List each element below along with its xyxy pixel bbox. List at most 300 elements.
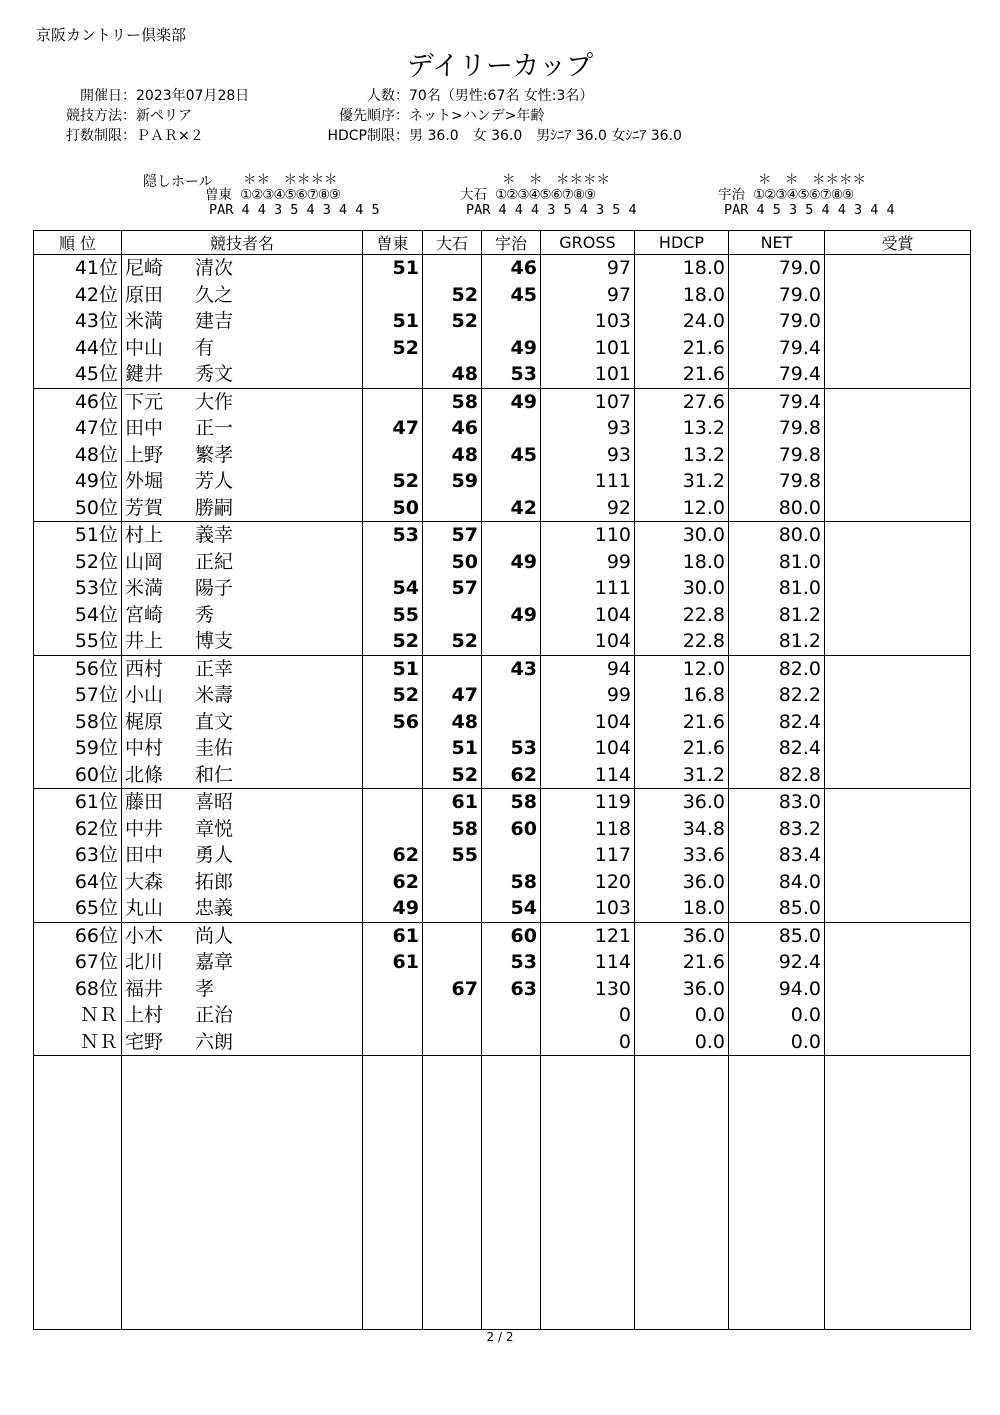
rank-cell: 62位 — [34, 816, 122, 843]
net-cell: 79.4 — [729, 388, 825, 415]
info-date: 開催日：2023年07月28日 — [80, 88, 250, 104]
c1-cell: 61 — [363, 949, 423, 976]
empty-cell — [423, 1056, 482, 1330]
last-name: 中村 — [125, 737, 164, 760]
empty-cell — [122, 1056, 363, 1330]
c1-cell — [363, 762, 423, 789]
last-name: 上村 — [125, 1004, 164, 1027]
rank-cell: 52位 — [34, 549, 122, 576]
rank-cell: 60位 — [34, 762, 122, 789]
player-name — [122, 789, 363, 816]
player-name — [122, 895, 363, 922]
net-cell: 82.4 — [729, 709, 825, 736]
c1-cell — [363, 816, 423, 843]
c1-cell: 56 — [363, 709, 423, 736]
net-cell: 79.4 — [729, 335, 825, 362]
rank-cell: 63位 — [34, 842, 122, 869]
award-cell — [825, 282, 971, 309]
table-row — [34, 442, 971, 469]
first-name: 直文 — [195, 710, 234, 733]
col-rank: 順 位 — [34, 231, 122, 255]
table-row — [34, 361, 971, 388]
award-cell — [825, 335, 971, 362]
gross-cell: 99 — [541, 549, 635, 576]
first-name: 正治 — [195, 1004, 234, 1027]
rank-cell: ＮＲ — [34, 1029, 122, 1056]
player-name — [122, 575, 363, 602]
hdcp-cell: 12.0 — [635, 655, 729, 682]
c2-cell: 47 — [423, 682, 482, 709]
last-name: 山岡 — [125, 550, 164, 573]
hdcp-cell: 12.0 — [635, 495, 729, 522]
last-name: 米満 — [125, 577, 164, 600]
last-name: 北條 — [125, 763, 164, 786]
hdcp-cell: 21.6 — [635, 949, 729, 976]
c3-cell: 60 — [482, 816, 541, 843]
first-name: 勇人 — [195, 844, 234, 867]
c2-cell — [423, 602, 482, 629]
gross-cell: 119 — [541, 789, 635, 816]
info-left — [38, 86, 249, 146]
rank-cell: 55位 — [34, 628, 122, 655]
table-row — [34, 789, 971, 816]
table-row — [34, 949, 971, 976]
first-name: 博支 — [195, 630, 234, 653]
first-name: 章悦 — [195, 817, 234, 840]
last-name: 米満 — [125, 310, 164, 333]
hdcp-cell: 22.8 — [635, 602, 729, 629]
c3-cell — [482, 1002, 541, 1029]
player-name — [122, 282, 363, 309]
gross-cell: 107 — [541, 388, 635, 415]
gross-cell: 118 — [541, 816, 635, 843]
rank-cell: 44位 — [34, 335, 122, 362]
course-holes: ①②③④⑤⑥⑦⑧⑨ — [753, 187, 854, 203]
award-cell — [825, 789, 971, 816]
col-net: NET — [729, 231, 825, 255]
c3-cell: 49 — [482, 388, 541, 415]
gross-cell: 97 — [541, 255, 635, 282]
c2-cell — [423, 495, 482, 522]
table-row — [34, 388, 971, 415]
info-players: 人数：70名（男性:67名 女性:3名） — [367, 88, 594, 104]
gross-cell: 93 — [541, 415, 635, 442]
rank-cell: 45位 — [34, 361, 122, 388]
c3-cell — [482, 709, 541, 736]
gross-cell: 104 — [541, 602, 635, 629]
course-par: PAR 4 4 3 5 4 3 4 4 5 — [209, 202, 380, 218]
rank-cell: ＮＲ — [34, 1002, 122, 1029]
course-info-uji — [718, 173, 895, 218]
hdcp-cell: 31.2 — [635, 468, 729, 495]
col-oishi: 大石 — [423, 231, 482, 255]
gross-cell: 101 — [541, 335, 635, 362]
first-name: 拓郎 — [195, 870, 234, 893]
c3-cell: 60 — [482, 922, 541, 949]
c1-cell: 52 — [363, 682, 423, 709]
c2-cell: 57 — [423, 575, 482, 602]
c3-cell: 43 — [482, 655, 541, 682]
gross-cell: 103 — [541, 308, 635, 335]
page-number: 2 / 2 — [486, 1330, 514, 1344]
table-header-row — [34, 231, 971, 255]
gross-cell: 0 — [541, 1002, 635, 1029]
c3-cell — [482, 842, 541, 869]
net-cell: 81.0 — [729, 575, 825, 602]
course-stars: ＊ ＊ ＊＊＊＊ — [502, 172, 610, 188]
first-name: 陽子 — [195, 577, 234, 600]
c1-cell: 47 — [363, 415, 423, 442]
first-name: 芳人 — [195, 470, 234, 493]
empty-cell — [729, 1056, 825, 1330]
col-uji: 宇治 — [482, 231, 541, 255]
gross-cell: 0 — [541, 1029, 635, 1056]
table-row — [34, 308, 971, 335]
c2-cell: 59 — [423, 468, 482, 495]
award-cell — [825, 415, 971, 442]
info-method: 競技方法：新ペリア — [66, 108, 192, 124]
first-name: 勝嗣 — [195, 496, 234, 519]
col-gross: GROSS — [541, 231, 635, 255]
c3-cell: 54 — [482, 895, 541, 922]
rank-cell: 59位 — [34, 735, 122, 762]
net-cell: 92.4 — [729, 949, 825, 976]
hidden-holes-label: 隠しホール — [143, 174, 213, 190]
net-cell: 79.8 — [729, 415, 825, 442]
first-name: 建吉 — [195, 310, 234, 333]
player-name — [122, 922, 363, 949]
award-cell — [825, 1002, 971, 1029]
player-name — [122, 549, 363, 576]
rank-cell: 64位 — [34, 869, 122, 896]
last-name: 原田 — [125, 283, 164, 306]
gross-cell: 114 — [541, 949, 635, 976]
gross-cell: 104 — [541, 709, 635, 736]
first-name: 正紀 — [195, 550, 234, 573]
last-name: 下元 — [125, 390, 164, 413]
c2-cell — [423, 655, 482, 682]
net-cell: 79.0 — [729, 255, 825, 282]
c1-cell — [363, 361, 423, 388]
rank-cell: 41位 — [34, 255, 122, 282]
table-row — [34, 655, 971, 682]
player-name — [122, 308, 363, 335]
net-cell: 0.0 — [729, 1002, 825, 1029]
award-cell — [825, 388, 971, 415]
first-name: 忠義 — [195, 897, 234, 920]
net-cell: 81.2 — [729, 602, 825, 629]
player-name — [122, 361, 363, 388]
gross-cell: 130 — [541, 976, 635, 1003]
first-name: 秀 — [195, 603, 215, 626]
net-cell: 79.0 — [729, 282, 825, 309]
player-name — [122, 655, 363, 682]
c1-cell: 54 — [363, 575, 423, 602]
c3-cell — [482, 415, 541, 442]
c1-cell — [363, 735, 423, 762]
award-cell — [825, 442, 971, 469]
player-name — [122, 709, 363, 736]
col-sotou: 曽東 — [363, 231, 423, 255]
player-name — [122, 468, 363, 495]
award-cell — [825, 816, 971, 843]
table-row — [34, 762, 971, 789]
empty-cell — [825, 1056, 971, 1330]
c2-cell: 55 — [423, 842, 482, 869]
c3-cell — [482, 628, 541, 655]
last-name: 井上 — [125, 630, 164, 653]
c1-cell — [363, 976, 423, 1003]
c3-cell: 62 — [482, 762, 541, 789]
gross-cell: 92 — [541, 495, 635, 522]
empty-cell — [363, 1056, 423, 1330]
table-row — [34, 976, 971, 1003]
c1-cell: 62 — [363, 869, 423, 896]
c2-cell — [423, 335, 482, 362]
net-cell: 83.4 — [729, 842, 825, 869]
table-row — [34, 1002, 971, 1029]
net-cell: 82.2 — [729, 682, 825, 709]
award-cell — [825, 628, 971, 655]
net-cell: 82.4 — [729, 735, 825, 762]
club-name: 京阪カントリー倶楽部 — [36, 26, 187, 44]
first-name: 米壽 — [195, 684, 234, 707]
last-name: 外堀 — [125, 470, 164, 493]
c2-cell: 51 — [423, 735, 482, 762]
c2-cell: 52 — [423, 308, 482, 335]
player-name — [122, 442, 363, 469]
c2-cell: 46 — [423, 415, 482, 442]
c3-cell: 45 — [482, 442, 541, 469]
first-name: 正一 — [195, 417, 234, 440]
rank-cell: 54位 — [34, 602, 122, 629]
course-stars: ＊＊ ＊＊＊＊ — [243, 172, 338, 188]
gross-cell: 104 — [541, 735, 635, 762]
player-name — [122, 602, 363, 629]
award-cell — [825, 655, 971, 682]
rank-cell: 67位 — [34, 949, 122, 976]
net-cell: 79.8 — [729, 468, 825, 495]
net-cell: 80.0 — [729, 522, 825, 549]
net-cell: 79.4 — [729, 361, 825, 388]
info-hdcp-limit: HDCP制限：男 36.0 女 36.0 男ｼﾆｱ 36.0 女ｼﾆｱ 36.0 — [327, 128, 682, 144]
table-row — [34, 602, 971, 629]
hdcp-cell: 21.6 — [635, 735, 729, 762]
award-cell — [825, 361, 971, 388]
rank-cell: 65位 — [34, 895, 122, 922]
last-name: 宅野 — [125, 1030, 164, 1053]
hdcp-cell: 21.6 — [635, 709, 729, 736]
hdcp-cell: 31.2 — [635, 762, 729, 789]
c3-cell: 49 — [482, 335, 541, 362]
table-row — [34, 682, 971, 709]
hdcp-cell: 24.0 — [635, 308, 729, 335]
c2-cell — [423, 949, 482, 976]
page-title: デイリーカップ — [406, 51, 594, 82]
last-name: 梶原 — [125, 710, 164, 733]
net-cell: 81.0 — [729, 549, 825, 576]
course-info-oishi — [460, 173, 637, 218]
empty-cell — [34, 1056, 122, 1330]
c3-cell — [482, 522, 541, 549]
player-name — [122, 762, 363, 789]
col-award: 受賞 — [825, 231, 971, 255]
first-name: 大作 — [195, 390, 234, 413]
c3-cell: 53 — [482, 361, 541, 388]
award-cell — [825, 1029, 971, 1056]
award-cell — [825, 709, 971, 736]
last-name: 鍵井 — [125, 363, 164, 386]
table-row — [34, 735, 971, 762]
net-cell: 80.0 — [729, 495, 825, 522]
c1-cell — [363, 549, 423, 576]
award-cell — [825, 976, 971, 1003]
c3-cell — [482, 682, 541, 709]
c2-cell — [423, 922, 482, 949]
player-name — [122, 1002, 363, 1029]
net-cell: 84.0 — [729, 869, 825, 896]
gross-cell: 101 — [541, 361, 635, 388]
last-name: 西村 — [125, 657, 164, 680]
info-limit: 打数制限：ＰＡＲ×２ — [66, 128, 204, 144]
gross-cell: 111 — [541, 468, 635, 495]
hdcp-cell: 34.8 — [635, 816, 729, 843]
col-player: 競技者名 — [122, 231, 363, 255]
player-name — [122, 842, 363, 869]
award-cell — [825, 842, 971, 869]
c3-cell — [482, 308, 541, 335]
net-cell: 82.8 — [729, 762, 825, 789]
award-cell — [825, 949, 971, 976]
last-name: 小木 — [125, 924, 164, 947]
c3-cell: 46 — [482, 255, 541, 282]
table-row — [34, 709, 971, 736]
first-name: 義幸 — [195, 524, 234, 547]
gross-cell: 121 — [541, 922, 635, 949]
player-name — [122, 628, 363, 655]
player-name — [122, 869, 363, 896]
c1-cell: 52 — [363, 335, 423, 362]
c1-cell: 51 — [363, 255, 423, 282]
rank-cell: 57位 — [34, 682, 122, 709]
rank-cell: 47位 — [34, 415, 122, 442]
gross-cell: 94 — [541, 655, 635, 682]
player-name — [122, 522, 363, 549]
empty-cell — [541, 1056, 635, 1330]
player-name — [122, 255, 363, 282]
c1-cell: 52 — [363, 628, 423, 655]
rank-cell: 46位 — [34, 388, 122, 415]
c3-cell: 58 — [482, 869, 541, 896]
hdcp-cell: 22.8 — [635, 628, 729, 655]
c3-cell: 58 — [482, 789, 541, 816]
award-cell — [825, 602, 971, 629]
c2-cell: 57 — [423, 522, 482, 549]
hdcp-cell: 0.0 — [635, 1002, 729, 1029]
player-name — [122, 335, 363, 362]
hdcp-cell: 36.0 — [635, 922, 729, 949]
table-row — [34, 628, 971, 655]
rank-cell: 56位 — [34, 655, 122, 682]
rank-cell: 61位 — [34, 789, 122, 816]
c3-cell: 53 — [482, 949, 541, 976]
hdcp-cell: 13.2 — [635, 415, 729, 442]
hdcp-cell: 33.6 — [635, 842, 729, 869]
info-priority: 優先順序：ネット>ハンデ>年齢 — [339, 108, 545, 124]
net-cell: 83.0 — [729, 789, 825, 816]
c3-cell: 49 — [482, 549, 541, 576]
c2-cell — [423, 895, 482, 922]
c1-cell — [363, 442, 423, 469]
last-name: 小山 — [125, 684, 164, 707]
award-cell — [825, 255, 971, 282]
c3-cell: 42 — [482, 495, 541, 522]
first-name: 正幸 — [195, 657, 234, 680]
c3-cell: 63 — [482, 976, 541, 1003]
first-name: 有 — [195, 336, 215, 359]
last-name: 福井 — [125, 977, 164, 1000]
first-name: 圭佑 — [195, 737, 234, 760]
hdcp-cell: 36.0 — [635, 976, 729, 1003]
c3-cell — [482, 1029, 541, 1056]
c2-cell: 67 — [423, 976, 482, 1003]
player-name — [122, 735, 363, 762]
last-name: 芳賀 — [125, 496, 164, 519]
c1-cell: 53 — [363, 522, 423, 549]
c2-cell: 52 — [423, 628, 482, 655]
gross-cell: 103 — [541, 895, 635, 922]
first-name: 秀文 — [195, 363, 234, 386]
player-name — [122, 388, 363, 415]
course-name: 大石 — [460, 187, 487, 203]
first-name: 和仁 — [195, 763, 234, 786]
course-holes: ①②③④⑤⑥⑦⑧⑨ — [495, 187, 596, 203]
hdcp-cell: 36.0 — [635, 869, 729, 896]
net-cell: 85.0 — [729, 922, 825, 949]
course-info-sotou — [205, 173, 380, 218]
c1-cell: 51 — [363, 308, 423, 335]
award-cell — [825, 522, 971, 549]
c1-cell — [363, 1002, 423, 1029]
player-name — [122, 1029, 363, 1056]
hdcp-cell: 18.0 — [635, 282, 729, 309]
results-table — [33, 230, 971, 1330]
last-name: 中井 — [125, 817, 164, 840]
course-par: PAR 4 4 4 3 5 4 3 5 4 — [466, 202, 637, 218]
course-par: PAR 4 5 3 5 4 4 3 4 4 — [724, 202, 895, 218]
hdcp-cell: 18.0 — [635, 549, 729, 576]
net-cell: 83.2 — [729, 816, 825, 843]
award-cell — [825, 735, 971, 762]
c2-cell — [423, 869, 482, 896]
first-name: 尚人 — [195, 924, 234, 947]
hdcp-cell: 30.0 — [635, 522, 729, 549]
rank-cell: 53位 — [34, 575, 122, 602]
award-cell — [825, 762, 971, 789]
first-name: 久之 — [195, 283, 234, 306]
player-name — [122, 682, 363, 709]
c3-cell: 49 — [482, 602, 541, 629]
last-name: 丸山 — [125, 897, 164, 920]
last-name: 大森 — [125, 870, 164, 893]
gross-cell: 110 — [541, 522, 635, 549]
award-cell — [825, 922, 971, 949]
table-row — [34, 895, 971, 922]
award-cell — [825, 869, 971, 896]
table-row — [34, 282, 971, 309]
table-row — [34, 549, 971, 576]
c3-cell — [482, 575, 541, 602]
